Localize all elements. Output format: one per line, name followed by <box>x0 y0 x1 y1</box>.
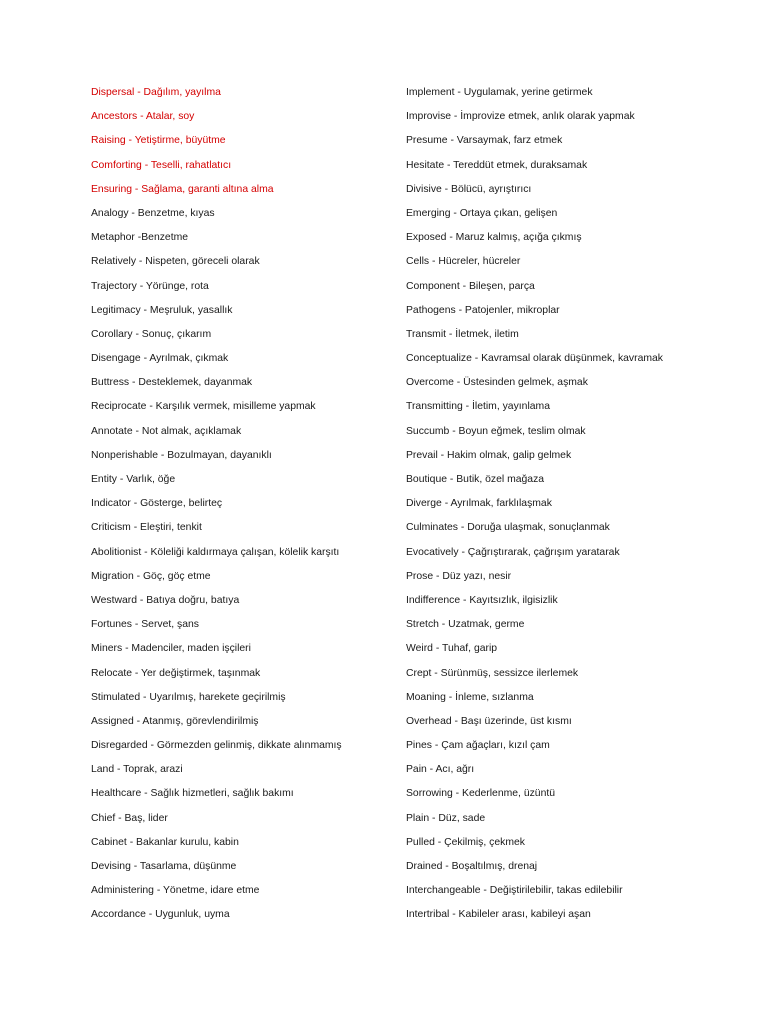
vocabulary-entry: Diverge - Ayrılmak, farklılaşmak <box>406 498 552 510</box>
vocabulary-entry: Criticism - Eleştiri, tenkit <box>91 522 202 534</box>
vocabulary-entry: Prose - Düz yazı, nesir <box>406 570 512 582</box>
vocabulary-entry: Healthcare - Sağlık hizmetleri, sağlık bakımı <box>91 788 294 800</box>
vocabulary-entry: Conceptualize - Kavramsal olarak düşünmek, kavramak <box>406 353 663 365</box>
vocabulary-entry: Culminates - Doruğa ulaşmak, sonuçlanmak <box>406 522 610 534</box>
vocabulary-entry: Divisive - Bölücü, ayrıştırıcı <box>406 183 532 195</box>
vocabulary-entry: Pain - Acı, ağrı <box>406 764 475 776</box>
right-vocabulary-column <box>406 82 746 929</box>
vocabulary-entry: Buttress - Desteklemek, dayanmak <box>91 377 253 389</box>
vocabulary-entry: Relocate - Yer değiştirmek, taşınmak <box>91 667 261 679</box>
vocabulary-entry: Emerging - Ortaya çıkan, gelişen <box>406 207 558 219</box>
vocabulary-entry: Indicator - Gösterge, belirteç <box>91 498 223 510</box>
vocabulary-entry: Component - Bileşen, parça <box>406 280 535 292</box>
vocabulary-entry: Indifference - Kayıtsızlık, ilgisizlik <box>406 594 558 606</box>
vocabulary-entry: Drained - Boşaltılmış, drenaj <box>406 861 538 872</box>
vocabulary-entry: Corollary - Sonuç, çıkarım <box>91 328 212 340</box>
vocabulary-entry: Intertribal - Kabileler arası, kabileyi aşan <box>406 909 591 921</box>
vocabulary-entry: Land - Toprak, arazi <box>91 764 183 776</box>
vocabulary-entry: Pines - Çam ağaçları, kızıl çam <box>406 740 550 752</box>
vocabulary-entry: Chief - Baş, lider <box>91 812 168 824</box>
vocabulary-entry: Devising - Tasarlama, düşünme <box>91 861 237 872</box>
left-vocabulary-column <box>91 82 391 929</box>
vocabulary-entry: Westward - Batıya doğru, batıya <box>91 594 240 606</box>
vocabulary-entry: Administering - Yönetme, idare etme <box>91 885 260 897</box>
vocabulary-entry: Ensuring - Sağlama, garanti altına alma <box>91 183 274 195</box>
vocabulary-entry: Pathogens - Patojenler, mikroplar <box>406 304 560 316</box>
vocabulary-entry: Analogy - Benzetme, kıyas <box>91 207 215 219</box>
vocabulary-entry: Stretch - Uzatmak, germe <box>406 619 525 631</box>
vocabulary-entry: Transmitting - İletim, yayınlama <box>406 401 550 413</box>
vocabulary-entry: Presume - Varsaymak, farz etmek <box>406 135 563 147</box>
vocabulary-entry: Stimulated - Uyarılmış, harekete geçirilmiş <box>91 691 286 703</box>
vocabulary-entry: Succumb - Boyun eğmek, teslim olmak <box>406 425 586 437</box>
vocabulary-entry: Miners - Madenciler, maden işçileri <box>91 643 251 655</box>
vocabulary-entry: Disengage - Ayrılmak, çıkmak <box>91 353 229 365</box>
vocabulary-entry: Boutique - Butik, özel mağaza <box>406 474 545 485</box>
vocabulary-entry: Implement - Uygulamak, yerine getirmek <box>406 87 593 98</box>
vocabulary-entry: Abolitionist - Köleliği kaldırmaya çalışan, kölelik karşıtı <box>91 546 340 558</box>
vocabulary-entry: Improvise - İmprovize etmek, anlık olarak yapmak <box>406 111 635 123</box>
vocabulary-entry: Accordance - Uygunluk, uyma <box>91 909 230 921</box>
vocabulary-entry: Comforting - Teselli, rahatlatıcı <box>91 159 232 171</box>
vocabulary-entry: Exposed - Maruz kalmış, açığa çıkmış <box>406 232 582 244</box>
vocabulary-entry: Annotate - Not almak, açıklamak <box>91 425 242 437</box>
vocabulary-entry: Trajectory - Yörünge, rota <box>91 280 209 292</box>
vocabulary-entry: Interchangeable - Değiştirilebilir, takas edilebilir <box>406 885 623 897</box>
vocabulary-entry: Entity - Varlık, öğe <box>91 474 176 485</box>
vocabulary-entry: Assigned - Atanmış, görevlendirilmiş <box>91 715 259 727</box>
vocabulary-entry: Cabinet - Bakanlar kurulu, kabin <box>91 836 239 848</box>
vocabulary-entry: Crept - Sürünmüş, sessizce ilerlemek <box>406 667 579 679</box>
vocabulary-entry: Dispersal - Dağılım, yayılma <box>91 87 221 98</box>
vocabulary-entry: Disregarded - Görmezden gelinmiş, dikkate alınmamış <box>91 740 342 752</box>
vocabulary-entry: Fortunes - Servet, şans <box>91 619 199 631</box>
vocabulary-entry: Nonperishable - Bozulmayan, dayanıklı <box>91 449 272 461</box>
vocabulary-entry: Legitimacy - Meşruluk, yasallık <box>91 304 233 316</box>
vocabulary-entry: Cells - Hücreler, hücreler <box>406 256 521 268</box>
vocabulary-entry: Overhead - Başı üzerinde, üst kısmı <box>406 715 572 727</box>
vocabulary-entry: Evocatively - Çağrıştırarak, çağrışım yaratarak <box>406 546 620 558</box>
vocabulary-entry: Overcome - Üstesinden gelmek, aşmak <box>406 377 588 389</box>
vocabulary-entry: Plain - Düz, sade <box>406 812 486 824</box>
vocabulary-entry: Transmit - İletmek, iletim <box>406 328 519 340</box>
vocabulary-entry: Relatively - Nispeten, göreceli olarak <box>91 256 260 268</box>
vocabulary-entry: Moaning - İnleme, sızlanma <box>406 691 534 703</box>
vocabulary-entry: Ancestors - Atalar, soy <box>91 111 195 123</box>
vocabulary-entry: Pulled - Çekilmiş, çekmek <box>406 836 525 848</box>
vocabulary-entry: Hesitate - Tereddüt etmek, duraksamak <box>406 159 588 171</box>
vocabulary-entry: Metaphor -Benzetme <box>91 232 189 244</box>
vocabulary-entry: Prevail - Hakim olmak, galip gelmek <box>406 449 572 461</box>
vocabulary-entry: Sorrowing - Kederlenme, üzüntü <box>406 788 556 800</box>
vocabulary-entry: Migration - Göç, göç etme <box>91 570 211 582</box>
vocabulary-entry: Reciprocate - Karşılık vermek, misilleme yapmak <box>91 401 316 413</box>
vocabulary-entry: Weird - Tuhaf, garip <box>406 643 498 655</box>
vocabulary-entry: Raising - Yetiştirme, büyütme <box>91 135 226 147</box>
